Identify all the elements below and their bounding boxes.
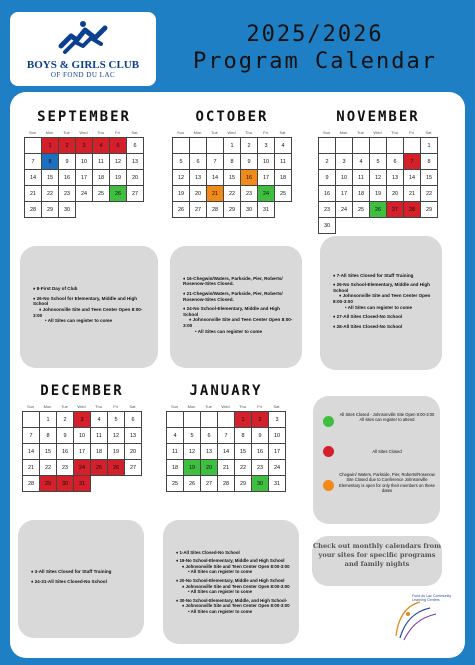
empty-cell xyxy=(190,138,207,154)
empty-cell xyxy=(207,138,224,154)
month-december xyxy=(22,382,142,492)
day-cell: 30 xyxy=(57,476,74,492)
day-cell: 18 xyxy=(93,170,110,186)
day-cell: 18 xyxy=(91,444,108,460)
day-cell: 6 xyxy=(190,154,207,170)
weekday-label: Sun xyxy=(26,404,35,409)
day-cell: 12 xyxy=(173,170,190,186)
day-cell: 29 xyxy=(421,202,438,218)
day-cell: 13 xyxy=(201,444,218,460)
month-name: SEPTEMBER xyxy=(37,109,131,125)
day-cell: 12 xyxy=(110,154,127,170)
weekday-label: Thu xyxy=(95,404,102,409)
day-cell: 8 xyxy=(235,428,252,444)
day-cell: 7 xyxy=(25,154,42,170)
day-cell: 19 xyxy=(184,460,201,476)
day-cell: 22 xyxy=(40,460,57,476)
weekday-label: Wed xyxy=(221,404,230,409)
day-cell: 22 xyxy=(421,186,438,202)
legend-orange-text: Chegwin/ Waters, Parkside, Pier, Roberts/Rosenow Site Closed due to Conference Johnsonville Elementary is open for only their members on these dates xyxy=(339,472,435,494)
empty-cell xyxy=(23,412,40,428)
day-cell: 25 xyxy=(91,460,108,476)
day-cell: 23 xyxy=(241,186,258,202)
day-cell: 27 xyxy=(125,460,142,476)
empty-cell xyxy=(184,412,201,428)
day-cell: 24 xyxy=(269,460,286,476)
day-cell: 8 xyxy=(42,154,59,170)
day-cell: 3 xyxy=(76,138,93,154)
day-cell: 21 xyxy=(23,460,40,476)
day-cell: 4 xyxy=(167,428,184,444)
note-item: ♦ 27-All Sites Closed-No School xyxy=(333,314,403,320)
day-cell: 24 xyxy=(258,186,275,202)
day-cell: 2 xyxy=(57,412,74,428)
day-cell: 15 xyxy=(235,444,252,460)
weekday-label: Sat xyxy=(131,130,138,135)
notes-november xyxy=(320,236,442,370)
day-cell: 31 xyxy=(74,476,91,492)
month-name: NOVEMBER xyxy=(336,109,420,125)
school-year: 2025/2026 xyxy=(246,22,384,47)
note-item: ♦ 1-All Sites Closed-No School xyxy=(176,549,240,555)
weekday-label: Thu xyxy=(239,404,246,409)
empty-cell xyxy=(336,138,353,154)
day-cell: 17 xyxy=(269,444,286,460)
weekday-label: Wed xyxy=(227,130,236,135)
day-cell: 12 xyxy=(108,428,125,444)
red-dot-icon xyxy=(323,446,334,457)
legend-red-text: All Sites Closed xyxy=(372,449,402,454)
notes-september xyxy=(20,246,158,368)
day-cell: 19 xyxy=(108,444,125,460)
day-cell: 10 xyxy=(76,154,93,170)
weekday-label: Tue xyxy=(61,404,68,409)
day-cell: 7 xyxy=(23,428,40,444)
page-title xyxy=(160,22,470,76)
empty-cell xyxy=(201,412,218,428)
clasped-hands-icon xyxy=(57,16,109,58)
day-cell: 26 xyxy=(110,186,127,202)
day-cell: 28 xyxy=(25,202,42,218)
day-cell: 8 xyxy=(224,154,241,170)
day-cell: 12 xyxy=(184,444,201,460)
day-cell: 15 xyxy=(421,170,438,186)
weekday-label: Wed xyxy=(77,404,86,409)
weekday-label: Fri xyxy=(113,404,118,409)
day-cell: 13 xyxy=(127,154,144,170)
day-cell: 30 xyxy=(59,202,76,218)
weekday-label: Tue xyxy=(357,130,364,135)
day-cell: 1 xyxy=(40,412,57,428)
month-october xyxy=(172,108,292,218)
day-cell: 25 xyxy=(353,202,370,218)
day-cell: 11 xyxy=(353,170,370,186)
day-cell: 17 xyxy=(76,170,93,186)
day-cell: 11 xyxy=(93,154,110,170)
day-cell: 1 xyxy=(224,138,241,154)
note-item: ♦ 20-No School-Elementary, Middle and High School ♦ Johnsonville Site and Teen Center Open 8:00-3:00 • All Sites can register to come xyxy=(176,577,290,595)
weekday-label: Tue xyxy=(211,130,218,135)
day-cell: 27 xyxy=(201,476,218,492)
day-cell: 7 xyxy=(404,154,421,170)
day-cell: 29 xyxy=(40,476,57,492)
month-grid xyxy=(24,137,144,218)
day-cell: 30 xyxy=(252,476,269,492)
org-name: BOYS & GIRLS CLUB xyxy=(26,59,140,71)
day-cell: 4 xyxy=(93,138,110,154)
day-cell: 8 xyxy=(421,154,438,170)
notes-january xyxy=(163,520,299,644)
day-cell: 14 xyxy=(404,170,421,186)
weekday-label: Mon xyxy=(45,130,54,135)
day-cell: 20 xyxy=(201,460,218,476)
day-cell: 20 xyxy=(125,444,142,460)
day-cell: 18 xyxy=(275,170,292,186)
weekday-label: Sat xyxy=(129,404,136,409)
weekday-header xyxy=(22,403,142,411)
weekday-label: Sun xyxy=(170,404,179,409)
day-cell: 21 xyxy=(218,460,235,476)
note-item: ♦ 8-First Day of Club xyxy=(33,286,78,292)
day-cell: 27 xyxy=(190,202,207,218)
day-cell: 2 xyxy=(241,138,258,154)
empty-cell xyxy=(404,138,421,154)
empty-cell xyxy=(353,138,370,154)
day-cell: 29 xyxy=(224,202,241,218)
calendar-title: Program Calendar xyxy=(193,49,437,74)
weekday-label: Thu xyxy=(97,130,104,135)
note-item: ♦ 26-No School-Elementary, Middle and High School ♦ Johnsonville Site and Teen Center Open 8:00-3:00 • All Sites can register to come xyxy=(333,282,431,310)
weekday-label: Sun xyxy=(28,130,37,135)
day-cell: 4 xyxy=(275,138,292,154)
empty-cell xyxy=(167,412,184,428)
day-cell: 3 xyxy=(258,138,275,154)
weekday-label: Wed xyxy=(373,130,382,135)
day-cell: 2 xyxy=(59,138,76,154)
day-cell: 13 xyxy=(387,170,404,186)
weekday-label: Fri xyxy=(115,130,120,135)
day-cell: 2 xyxy=(252,412,269,428)
day-cell: 23 xyxy=(252,460,269,476)
day-cell: 9 xyxy=(319,170,336,186)
orange-dot-icon xyxy=(323,480,334,491)
day-cell: 14 xyxy=(25,170,42,186)
day-cell: 5 xyxy=(370,154,387,170)
month-grid xyxy=(172,137,292,218)
day-cell: 27 xyxy=(387,202,404,218)
day-cell: 12 xyxy=(370,170,387,186)
month-grid xyxy=(22,411,142,492)
weekday-label: Sat xyxy=(279,130,286,135)
day-cell: 9 xyxy=(252,428,269,444)
day-cell: 16 xyxy=(57,444,74,460)
month-november xyxy=(318,108,438,234)
weekday-label: Mon xyxy=(339,130,348,135)
day-cell: 19 xyxy=(370,186,387,202)
day-cell: 21 xyxy=(25,186,42,202)
day-cell: 7 xyxy=(207,154,224,170)
weekday-label: Fri xyxy=(263,130,268,135)
day-cell: 27 xyxy=(127,186,144,202)
weekday-label: Fri xyxy=(409,130,414,135)
day-cell: 13 xyxy=(190,170,207,186)
note-item: ♦ 16-Chegwin/Waters, Parkside, Pier, Roberts/ Rosenow-Sites Closed. xyxy=(183,275,283,287)
day-cell: 31 xyxy=(269,476,286,492)
day-cell: 1 xyxy=(42,138,59,154)
day-cell: 13 xyxy=(125,428,142,444)
day-cell: 24 xyxy=(74,460,91,476)
weekday-label: Wed xyxy=(79,130,88,135)
day-cell: 20 xyxy=(387,186,404,202)
day-cell: 10 xyxy=(336,170,353,186)
day-cell: 10 xyxy=(258,154,275,170)
day-cell: 6 xyxy=(387,154,404,170)
day-cell: 25 xyxy=(93,186,110,202)
weekday-label: Thu xyxy=(245,130,252,135)
day-cell: 23 xyxy=(59,186,76,202)
day-cell: 15 xyxy=(224,170,241,186)
day-cell: 16 xyxy=(319,186,336,202)
day-cell: 16 xyxy=(59,170,76,186)
note-item: ♦ 19-No School-Elementary, Middle and High School ♦ Johnsonville Site and Teen Center Open 8:00-3:00 • All Sites can register to come xyxy=(176,558,290,575)
day-cell: 6 xyxy=(127,138,144,154)
day-cell: 19 xyxy=(110,170,127,186)
day-cell: 24 xyxy=(76,186,93,202)
weekday-header xyxy=(172,129,292,137)
day-cell: 6 xyxy=(201,428,218,444)
note-item: ♦ 30-No School-Elementary, Middle, and High School- ♦ Johnsonville Site and Teen Center Open 8:00-3:00 • All Sites can register to come xyxy=(176,597,290,614)
weekday-header xyxy=(166,403,286,411)
month-grid xyxy=(318,137,438,234)
weekday-header xyxy=(24,129,144,137)
day-cell: 17 xyxy=(258,170,275,186)
day-cell: 20 xyxy=(190,186,207,202)
day-cell: 28 xyxy=(218,476,235,492)
day-cell: 21 xyxy=(404,186,421,202)
day-cell: 5 xyxy=(173,154,190,170)
day-cell: 28 xyxy=(404,202,421,218)
note-item: ♦ 24-No School-Elementary, Middle and High School ♦ Johnsonville Site and Teen Center Open 8:00-3:00 • All Sites can register to come xyxy=(183,306,293,334)
day-cell: 30 xyxy=(319,218,336,234)
day-cell: 31 xyxy=(258,202,275,218)
day-cell: 25 xyxy=(275,186,292,202)
day-cell: 3 xyxy=(336,154,353,170)
day-cell: 26 xyxy=(184,476,201,492)
day-cell: 8 xyxy=(40,428,57,444)
empty-cell xyxy=(319,138,336,154)
empty-cell xyxy=(387,138,404,154)
clc-logo xyxy=(390,592,450,642)
weekday-label: Mon xyxy=(193,130,202,135)
day-cell: 26 xyxy=(108,460,125,476)
day-cell: 9 xyxy=(59,154,76,170)
day-cell: 18 xyxy=(353,186,370,202)
weekday-label: Mon xyxy=(187,404,196,409)
day-cell: 11 xyxy=(167,444,184,460)
day-cell: 22 xyxy=(235,460,252,476)
note-item: ♦ 21-Chegwin/Waters, Parkside, Pier, Roberts/ Rosenow-Sites Closed. xyxy=(183,291,283,302)
day-cell: 3 xyxy=(269,412,286,428)
legend xyxy=(313,396,440,524)
day-cell: 22 xyxy=(42,186,59,202)
day-cell: 30 xyxy=(241,202,258,218)
day-cell: 28 xyxy=(23,476,40,492)
bgc-logo xyxy=(10,12,156,86)
day-cell: 5 xyxy=(184,428,201,444)
day-cell: 16 xyxy=(241,170,258,186)
day-cell: 10 xyxy=(74,428,91,444)
weekday-label: Sat xyxy=(425,130,432,135)
weekday-label: Sat xyxy=(273,404,280,409)
day-cell: 23 xyxy=(57,460,74,476)
note-item: ♦ 28-All Sites Closed-No School xyxy=(333,323,403,329)
day-cell: 21 xyxy=(207,186,224,202)
month-grid xyxy=(166,411,286,492)
day-cell: 23 xyxy=(319,202,336,218)
day-cell: 26 xyxy=(370,202,387,218)
day-cell: 22 xyxy=(224,186,241,202)
clc-text: Fond du Lac Community Learning Centers xyxy=(412,594,452,603)
day-cell: 14 xyxy=(23,444,40,460)
day-cell: 29 xyxy=(235,476,252,492)
day-cell: 17 xyxy=(74,444,91,460)
green-dot-icon xyxy=(323,416,334,427)
day-cell: 4 xyxy=(353,154,370,170)
empty-cell xyxy=(370,138,387,154)
day-cell: 2 xyxy=(319,154,336,170)
day-cell: 28 xyxy=(207,202,224,218)
day-cell: 10 xyxy=(269,428,286,444)
note-item: ♦ 24-31-All Sites Closed-No School xyxy=(31,579,107,584)
day-cell: 14 xyxy=(207,170,224,186)
legend-green-text: All Sites Closed - Johnsonville Site Open 8:00-3:00 All sites can register to attend xyxy=(339,412,435,423)
day-cell: 4 xyxy=(91,412,108,428)
weekday-label: Mon xyxy=(43,404,52,409)
weekday-label: Sun xyxy=(176,130,185,135)
day-cell: 7 xyxy=(218,428,235,444)
day-cell: 25 xyxy=(167,476,184,492)
day-cell: 5 xyxy=(110,138,127,154)
weekday-label: Tue xyxy=(205,404,212,409)
notes-december xyxy=(18,520,144,638)
day-cell: 18 xyxy=(167,460,184,476)
org-location: OF FOND DU LAC xyxy=(50,71,116,79)
month-september xyxy=(24,108,144,218)
weekday-label: Fri xyxy=(257,404,262,409)
day-cell: 15 xyxy=(40,444,57,460)
day-cell: 20 xyxy=(127,170,144,186)
notes-october xyxy=(170,246,302,368)
checkout-note: Check out monthly calendars from your sites for specific programs and family nights xyxy=(312,536,442,586)
day-cell: 26 xyxy=(173,202,190,218)
weekday-label: Tue xyxy=(63,130,70,135)
day-cell: 17 xyxy=(336,186,353,202)
weekday-label: Thu xyxy=(391,130,398,135)
day-cell: 3 xyxy=(74,412,91,428)
empty-cell xyxy=(218,412,235,428)
day-cell: 6 xyxy=(125,412,142,428)
empty-cell xyxy=(173,138,190,154)
day-cell: 9 xyxy=(57,428,74,444)
empty-cell xyxy=(25,138,42,154)
month-name: DECEMBER xyxy=(40,383,124,399)
day-cell: 15 xyxy=(42,170,59,186)
day-cell: 19 xyxy=(173,186,190,202)
day-cell: 1 xyxy=(235,412,252,428)
day-cell: 14 xyxy=(218,444,235,460)
day-cell: 9 xyxy=(241,154,258,170)
day-cell: 24 xyxy=(336,202,353,218)
day-cell: 1 xyxy=(421,138,438,154)
day-cell: 11 xyxy=(275,154,292,170)
note-item: ♦ 26-No School for Elementary, Middle and High School ♦ Johnsonville Site and Teen Center Open 8:00-3:00 • All Sites can register to come xyxy=(33,295,143,324)
month-january xyxy=(166,382,286,492)
day-cell: 16 xyxy=(252,444,269,460)
month-name: JANUARY xyxy=(189,383,263,399)
month-name: OCTOBER xyxy=(195,109,269,125)
weekday-header xyxy=(318,129,438,137)
day-cell: 5 xyxy=(108,412,125,428)
day-cell: 29 xyxy=(42,202,59,218)
day-cell: 11 xyxy=(91,428,108,444)
weekday-label: Sun xyxy=(322,130,331,135)
note-item: ♦ 3-All Sites Closed for Staff Training xyxy=(31,569,112,575)
note-item: ♦ 7-All Sites Closed for Staff Training xyxy=(333,272,414,278)
